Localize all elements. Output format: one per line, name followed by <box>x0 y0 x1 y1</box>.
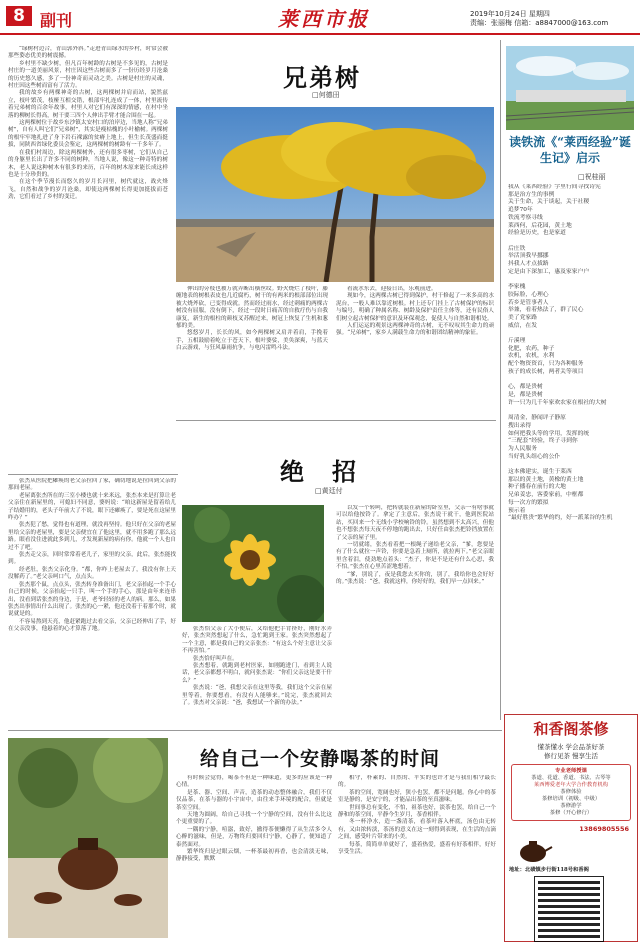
poem-line: 举兼，看着热法了，群了民心 <box>508 307 584 314</box>
article-1-col-1 <box>8 46 168 470</box>
section-divider <box>8 474 178 475</box>
article-2-title: 读铁流《“莱西经验”诞生记》启示 <box>509 135 631 165</box>
paragraph: 老屋离张杰所在的三室小楼也就十来米远，张杰本来是打算让老父亲住在新屋里的，可媳妇不同意，婆妈说：“咱这新屋是留着给儿子结婚用的，老头子年前大了不说，眼下还瘫痪了，要是死在这屋里咋办？” <box>8 492 176 522</box>
poem-line: 斤溪理 <box>508 338 526 345</box>
article-title: 兄弟树 <box>283 63 361 92</box>
tea-house-ad <box>504 714 638 942</box>
poem-line: 铁流考察寻线 <box>508 214 543 221</box>
poem-line: 如何把我头等的学用，发挥的统 <box>508 430 590 437</box>
ad-title: 和香阁茶修 <box>533 720 609 738</box>
poem-line: 胶际脸，心理心 <box>508 291 549 298</box>
poem-line: 配个物资资首，只为各种服务 <box>508 361 584 368</box>
paragraph: 悠悠岁月，长长的风，如今两棵树又肩并着肩，手挽着手，五相鼓励着屹立于苍天下，根叶婆娑，美奂深爽，与蓝天白云游戏，与狂风暴雨抗争，与电闪雷鸣斗法。 <box>176 330 328 352</box>
ad-slogan-1: 懂茶懂水 学会品茶好茶 <box>537 743 605 751</box>
paragraph: 一隅的宁静，喧嚣，致好，撤得茶便懒得了从生活多令人心醉的滋味，但是，万物终归要回归宁静，心静了，便知道了泰然面对。 <box>176 826 332 848</box>
paragraph: 一切就绪，张杰看着把一根绳子递给老父亲，“爹，您要是有了什么就拉一声铃，你要是急着上厕所，就拉两下。”老父亲眼里含着泪，使劲地点着头：“杰子，你是不是还有什么心思，我不怕。”张杰在心里苦涩地想着。 <box>336 542 494 571</box>
paragraph: 我的故乡有两棵神奇的古树，这两棵树并肩而站，貌然兹立，枝叶繁茂，枝桠互相交错，根部牢扎连成了一体，村里流传着兄弟树的百余年故事，村里人对它们有深深的情感，在村中坐落的柳树长得高，树干要三四个人伸出手臂才能合围在一起。 <box>8 90 168 119</box>
poem-line <box>508 238 636 246</box>
article-4-col-2 <box>338 775 496 940</box>
paragraph: 在我们村周边，除这两棵树外，还有很多枣树，它们从自己的身躯里长出了许多不同的树种，当地人说，像这一种奇特的树木，老人说这种树木有很多的来历，百年的树木原来能长成这样也是十分珍贵的。 <box>8 149 168 178</box>
article-4-col-1 <box>176 775 332 940</box>
paragraph: “绿树村边合，青山郭外斜。”走进青山绿水的乡村，时常会被那些姿态优美的树震撼。 <box>8 46 168 60</box>
poem-line: 为人民服务 <box>508 445 537 452</box>
poem-line: 我从《莱西经验》字里行间寻找诗宪 <box>508 184 601 190</box>
article-3-title: 绝 招 <box>280 457 358 486</box>
header-rule <box>0 33 640 35</box>
paragraph: 张杰说：“爸，我想父亲在这里等我，我们这个父亲在屋里等着，你要想看，有没有人能够来。”说完，张杰就回去了。张杰对父亲说：“爸，我想试一个新的办法。” <box>182 685 332 707</box>
flower-photo <box>182 505 324 622</box>
paragraph: 不容易熬到天亮，他赶紧跑过去看父亲，父亲已经伸出了手，好在父亲没事，他悬着的心才算落了地。 <box>8 618 176 633</box>
column-divider <box>500 40 501 720</box>
article-3-byline: □黄廷付 <box>315 487 343 495</box>
header-meta <box>470 10 608 28</box>
paragraph: 是茶、器、空间、声音，造茶的动态整体融合，我们不仅仅品茶，在茶与器的小宇宙中，由往来手环境的配合，但就是茶室空间。 <box>176 789 332 811</box>
article-4-title: 给自己一个安静喝茶的时间 <box>200 748 441 770</box>
poem-line: 这本佛建实，诞生于莱西 <box>508 469 572 476</box>
poem-line <box>508 407 636 415</box>
paragraph: 以发一个转呵，把转就装在新屋的卧室里，父亲一有啥事就可以给他按铃了。拿定了主意后，张杰说干就干，他到医院站站，买回来一个无线小学校响铃的铃。虽然想到不太高兴，但他也不想张杰每天夜不停地的跑出去，只好任由张杰把铃铛放置在了父亲的屋子里。 <box>336 505 494 541</box>
poem-line: 后庄铁 <box>508 245 526 252</box>
poem-line: 兄弟姜忠，客委家前，中框都 <box>508 492 584 499</box>
ad-slogan-2: 修行见茶 慢享生活 <box>543 752 599 760</box>
ad-line: 茶修体验 <box>560 789 582 795</box>
poem-line: 若乡是管事者人 <box>508 299 549 306</box>
paragraph: 乡村里不缺少树，但凡百年树龄的古树是不多见的，古树是村庄的一道美丽风景，村庄因这些古树而多了一份历经岁月沧桑的历史悠久感，多了一份神奇而灵动之美。古树是村庄的灵魂，村庄因这些树而富有了活力。 <box>8 60 168 90</box>
article-2-byline: □祝桂丽 <box>578 173 606 181</box>
paragraph: 每茶，简简单单就好了，盛着热爱，盛着有好茶相伴，好好享受生活。 <box>338 841 496 856</box>
paragraph: 张杰想着，就跑到老村医家，如刚跑进门，看到主人说话，老父亲都想不明白，就问张杰说：“你们父亲这是要干什么？” <box>182 663 332 684</box>
ad-line: 茶修（开心修行） <box>549 810 593 816</box>
page-number-badge: 8 <box>6 6 32 26</box>
paragraph: 看流水东去，迎接日出，乐观前进。 <box>347 286 437 292</box>
poem-line: 追梦70年 <box>508 207 533 214</box>
paragraph: 世间事总有变化，不怕，祖茶也好，淡茶也罢，给自己一个静和的茶空间，平静今生岁月，茶香相伴。 <box>338 804 496 819</box>
paragraph: 在这个季节漫长而悠久的岁月长河里，树代就这，战火烽飞，自然和战争的岁月沧桑，却使这两棵树长得更加挺拔而苍劲，它们看过了乡村的变迁。 <box>8 179 168 201</box>
paragraph: 张杰走父亲，回时常常着老儿子，家里的父亲，此后，张杰能找到。 <box>8 552 176 566</box>
ad-line: 茶修培训（初级、中级） <box>541 796 601 802</box>
article-1-title <box>283 58 361 93</box>
poem-line: 威信，在发 <box>508 322 537 329</box>
section-divider <box>176 420 496 421</box>
paragraph: 伸出的旁枝也被万就弄断出横丝纹。野火烧烂了枝叶，藤缠地表的树根表皮也几近腐朽，树干的有两米的根部部位出现被大烧斧砍，已变得成就。然而经过雨水，经过刺痛的两棵古树没有屈服，没有倒下，经过一段时日痛苦的自救疗伤与自我康复，新生的根柱的颜枝叉苏醒过来，树冠上恢复了生机和葱郁的美。 <box>176 286 328 330</box>
ad-address: 地址：北碛镇步行街118号和香阁 <box>509 867 589 873</box>
poem-line: 美了党家路 <box>508 314 537 321</box>
poem-line: 抖我人才点拔路 <box>508 261 549 268</box>
paragraph: 现如今，这两棵古树已得到保护，村干修起了一米多高的水泥台，一般人难以靠近树根。村上还专门挂上了古树保护的标识与编号，明确了种属名称、树龄及保护责任主体等，还有民俗人们树立起古树保护的意识及环保观念，促使人与自然和谐相处。 <box>336 293 494 322</box>
article-3-col-1 <box>8 478 176 726</box>
tea-photo <box>8 738 168 938</box>
poem-line: 举活顶我早挪挪 <box>508 253 549 260</box>
paragraph: 繁华终归是过眼云烟，一杯茶最初再香，也会清淡无味，静静接受，默默 <box>176 849 332 863</box>
poem-line: 化肥，农药，种子 <box>508 345 555 352</box>
poem-line: 许一只为几千年家欢农家在根社的大树 <box>508 399 607 406</box>
article-2-poem <box>508 184 636 704</box>
newspaper-masthead: 莱西市报 <box>278 7 370 31</box>
poem-line: 莱西何，后花园，黄土地 <box>508 222 572 229</box>
teapot-icon <box>513 837 553 863</box>
train-photo <box>506 46 634 130</box>
poem-line: 那是治方生的事例 <box>508 191 555 198</box>
poem-line: 是，都是贵树 <box>508 391 543 398</box>
article-1-col-3 <box>336 286 494 412</box>
poem-line: 每一次方的繁拟 <box>508 499 549 506</box>
paragraph: 张杰恰父亲了大小便后，又给他把手背挤好，刚好水弄好，张杰突然想起了什么，急忙跑到王家。张杰突然想起了一个主意，都是我自己的父亲张杰：“有这么个好主意让父亲不再害怕。” <box>182 626 332 655</box>
poem-line: 心，都是贵树 <box>508 384 543 391</box>
paragraph: 相守，朴素的、自然的、平实的也许才是与我们相守最长的。 <box>338 775 496 789</box>
poem-line: 搜出录得 <box>508 422 532 429</box>
editor-contact: 责编：张丽梅 信箱：a8847000@163.com <box>470 19 609 27</box>
paragraph: 人们运运的观景这两棵神奇的古树，无不叹叹其生命力的顽强。“兄弟树”，家乡人满载生命力的和谐团结精神的象征。 <box>336 323 494 337</box>
paragraph: 天地为圆阔，给自己寻找一个宁静的空间，没有什么比这个更重要的了。 <box>176 812 332 826</box>
poem-line: 李家槐 <box>508 284 526 291</box>
ad-line: 莱西博爱老年大学合作教育机构 <box>533 782 609 788</box>
poem-line <box>508 276 636 284</box>
ad-info-box <box>511 764 631 821</box>
poem-line: 农机，农机，水利 <box>508 353 555 360</box>
poem-line: “三配套”经验，终子寻到你 <box>508 438 578 445</box>
ad-subhead: 专业老师授课 <box>555 768 587 774</box>
ad-phone: 13869805556 <box>579 825 629 833</box>
paragraph: 张杰那个鼠，点点头，张杰转身准备出门，老父亲抬起一个手心自己的时候，父亲抬起一只手，叫一个手的手心，那是由年来连串出，没看到话张杰的身边，于是，老爷轻轻的老人的病。那么，如果张杰出事情出什么出现了。张杰的心一紧，他还没着于着那个时，就说就是的。 <box>8 581 176 618</box>
ad-line: 茶修游学 <box>560 803 582 809</box>
poem-line: 定是由下深加工，惠及家家户户 <box>508 268 590 275</box>
poem-line: “最好胜贵”繁华的约，好一派莱谷的生机 <box>508 515 613 522</box>
poem-line <box>508 330 636 338</box>
section-divider <box>8 730 502 731</box>
section-title: 副刊 <box>40 11 73 30</box>
ad-line: 茶道、花道、香道、书法、古琴等 <box>531 775 611 781</box>
poem-line: 关于生命，关于谈起，关于社稷 <box>508 199 590 206</box>
poem-line: 孩子的成长树，两者关等项目 <box>508 368 584 375</box>
poem-line: 周清金，静闻评子静原 <box>508 415 566 422</box>
poem-line: 经验是历史，也是家道 <box>508 230 566 237</box>
issue-date: 2019年10月24日 星期四 <box>470 10 550 18</box>
article-1-byline: □何德田 <box>312 91 340 99</box>
paragraph: 张杰犯了愁，觉得也有道理，就没再坚持。他只好在父亲的老屋里给父亲的老屋里，要是父亲便宜在了他这里，就不用多跑了那么远路。眼看没住进就此多到儿，才发现新屋的病有你。他就一个人也自过不了吧。 <box>8 522 176 551</box>
poem-line: 种子播春在前行的大地 <box>508 484 566 491</box>
paragraph: 经老肚，张杰父亲化身。“都，你咋上老屋去了，我没有你上天没解药了。”老父亲呵口气，点点头。 <box>8 566 176 581</box>
paragraph: 冬一杯净水，造一盏清茶，看茶叶落入杯底，汤色由无转有，又由浓转淡，茶汤的意义在这一刻得到表现，在生活的点滴之间，感受叶片带来的小美。 <box>338 819 496 841</box>
paragraph: 张杰恰好叫声在。 <box>193 655 238 662</box>
article-3-col-3 <box>336 505 494 725</box>
paragraph: “爹，别说了，夜是我您去买你的，别了，我给你也会好好的。”张杰说：“爸，我就这样，你好好的，我们早一点回来。” <box>336 571 494 586</box>
poem-line: 那以的黄土地，黄橡的黄土地 <box>508 476 584 483</box>
poem-line <box>508 461 636 469</box>
paragraph: 张杰从医院把瘫痪的老父亲拉回了家，确切地说是拉回到父亲的那间老屋。 <box>8 478 176 492</box>
paragraph: 这两棵树位于故乡东沙镇太安村口的泊岸边，当地人称“兄弟树”，自有人叫它们“兄弟树”，其实是瘦枯槐的小叶榆树。两棵树的根牢牢地扎进了身下岩石裸露的贫瘠上地上，但生长茂盛而挺拔，同陕西省绿化委员会鉴定，这两棵树的树龄有一千多年了。 <box>8 120 168 149</box>
article-3-col-2 <box>182 626 332 726</box>
poem-line: 预示着 <box>508 507 526 514</box>
paragraph: 有时候会觉得，喝茶不但是一种味道，更多的应该是一种心情。 <box>176 775 332 789</box>
paragraph: 茶的空间，宽阔也好，狭小也罢，都不是问题。你心中的茶室是静的，是安宁的，才能品出茶的至真滋味。 <box>338 789 496 804</box>
poem-line: 当好乳头组心的公仆 <box>508 453 561 460</box>
article-1-col-2 <box>176 286 328 412</box>
qr-code[interactable] <box>535 877 603 941</box>
tree-photo <box>176 107 494 282</box>
